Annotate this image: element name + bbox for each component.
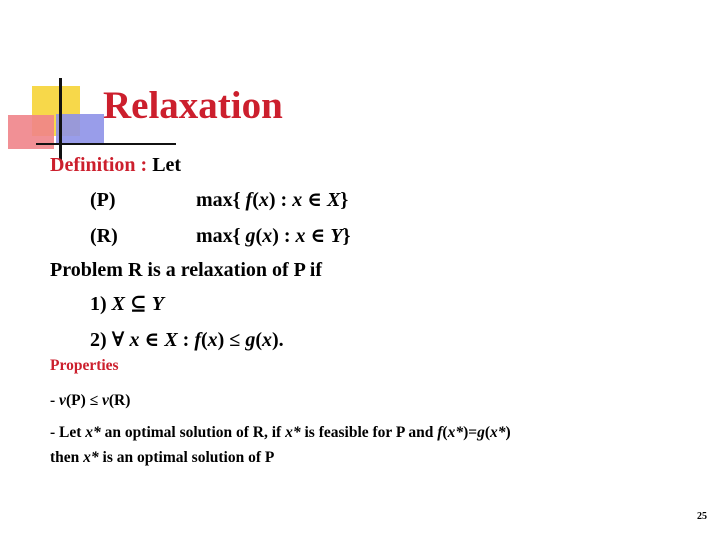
p-f: f: [245, 189, 253, 211]
p-set: X: [327, 189, 341, 211]
prop1-v2: v: [102, 392, 109, 409]
p-brace-close: }: [340, 189, 349, 211]
p-element-of: ∈: [307, 189, 323, 211]
prop1-p: (P) ≤: [65, 392, 99, 409]
cond1-y-set: Y: [151, 293, 164, 315]
cond2-g-open: (: [255, 329, 262, 351]
page-number: 25: [697, 511, 707, 522]
properties-heading: Properties: [50, 357, 119, 374]
condition-2: [90, 330, 284, 350]
prop2-f: f: [437, 424, 443, 441]
prop1-dash: -: [50, 392, 56, 409]
prop3-text: is an optimal solution of P: [102, 449, 275, 466]
prop1-r: (R): [108, 392, 131, 409]
prop2-paren-2: (: [484, 424, 491, 441]
condition-1: [90, 294, 164, 314]
property-2: [50, 425, 511, 441]
problem-r-label: (R): [90, 225, 118, 247]
logo-horizontal-line: [36, 143, 176, 145]
cond2-f-close: ) ≤: [217, 329, 241, 351]
cond2-element-of: ∈: [144, 329, 160, 351]
prop3-xstar: x*: [83, 449, 99, 466]
r-element-of: ∈: [310, 225, 326, 247]
prop2-xstar-1: x*: [85, 424, 101, 441]
cond1-number: 1): [90, 293, 107, 315]
prop2-g: g: [477, 424, 485, 441]
slide-title: Relaxation: [103, 84, 283, 127]
cond2-x-set: X: [164, 329, 178, 351]
prop2-xstar-3: x*: [447, 424, 464, 441]
logo-vertical-line: [59, 78, 62, 160]
p-paren-close: ) :: [268, 189, 288, 211]
r-g: g: [245, 225, 256, 247]
relaxation-statement: Problem R is a relaxation of P if: [50, 259, 323, 281]
cond2-number: 2): [90, 329, 107, 351]
definition-let: Let: [152, 154, 182, 176]
problem-p-label: (P): [90, 189, 116, 211]
cond2-g-close: ).: [271, 329, 284, 351]
prop1-v: v: [59, 392, 66, 409]
definition-heading: Definition :: [50, 154, 148, 176]
prop2-xstar-2: x*: [285, 424, 301, 441]
r-set: Y: [330, 225, 343, 247]
cond2-g: g: [245, 329, 256, 351]
p-x: x: [258, 189, 269, 211]
cond2-f: f: [194, 329, 201, 351]
prop2-text-b: an optimal solution of R, if: [104, 424, 282, 441]
prop2-paren-1: (: [442, 424, 448, 441]
r-brace-close: }: [342, 225, 351, 247]
r-paren-open: (: [255, 225, 263, 247]
cond2-gx: x: [261, 329, 272, 351]
logo-blue-square: [56, 114, 104, 144]
property-2-continued: [50, 450, 274, 466]
prop2-text-c: is feasible for P and: [304, 424, 434, 441]
prop2-paren-3: ): [505, 424, 511, 441]
cond2-colon: :: [182, 329, 190, 351]
p-max: max{: [196, 189, 241, 211]
r-max: max{: [196, 225, 241, 247]
prop3-then: then: [50, 449, 80, 466]
prop2-equals: )=: [463, 424, 478, 441]
cond1-x-set: X: [111, 293, 126, 315]
p-paren-open: (: [252, 189, 259, 211]
prop2-let: - Let: [50, 424, 82, 441]
property-1: [50, 393, 130, 409]
r-x2: x: [295, 225, 306, 247]
problem-r-formula: [196, 226, 350, 246]
definition-line: [50, 155, 181, 175]
r-paren-close: ) :: [272, 225, 291, 247]
cond1-subset: ⊆: [130, 293, 147, 315]
r-x: x: [262, 225, 273, 247]
cond2-f-open: (: [201, 329, 208, 351]
problem-p-formula: [196, 190, 348, 210]
cond2-x: x: [129, 329, 140, 351]
cond2-fx: x: [207, 329, 218, 351]
cond2-forall: ∀: [111, 329, 125, 351]
prop2-xstar-4: x*: [490, 424, 506, 441]
p-x2: x: [292, 189, 303, 211]
